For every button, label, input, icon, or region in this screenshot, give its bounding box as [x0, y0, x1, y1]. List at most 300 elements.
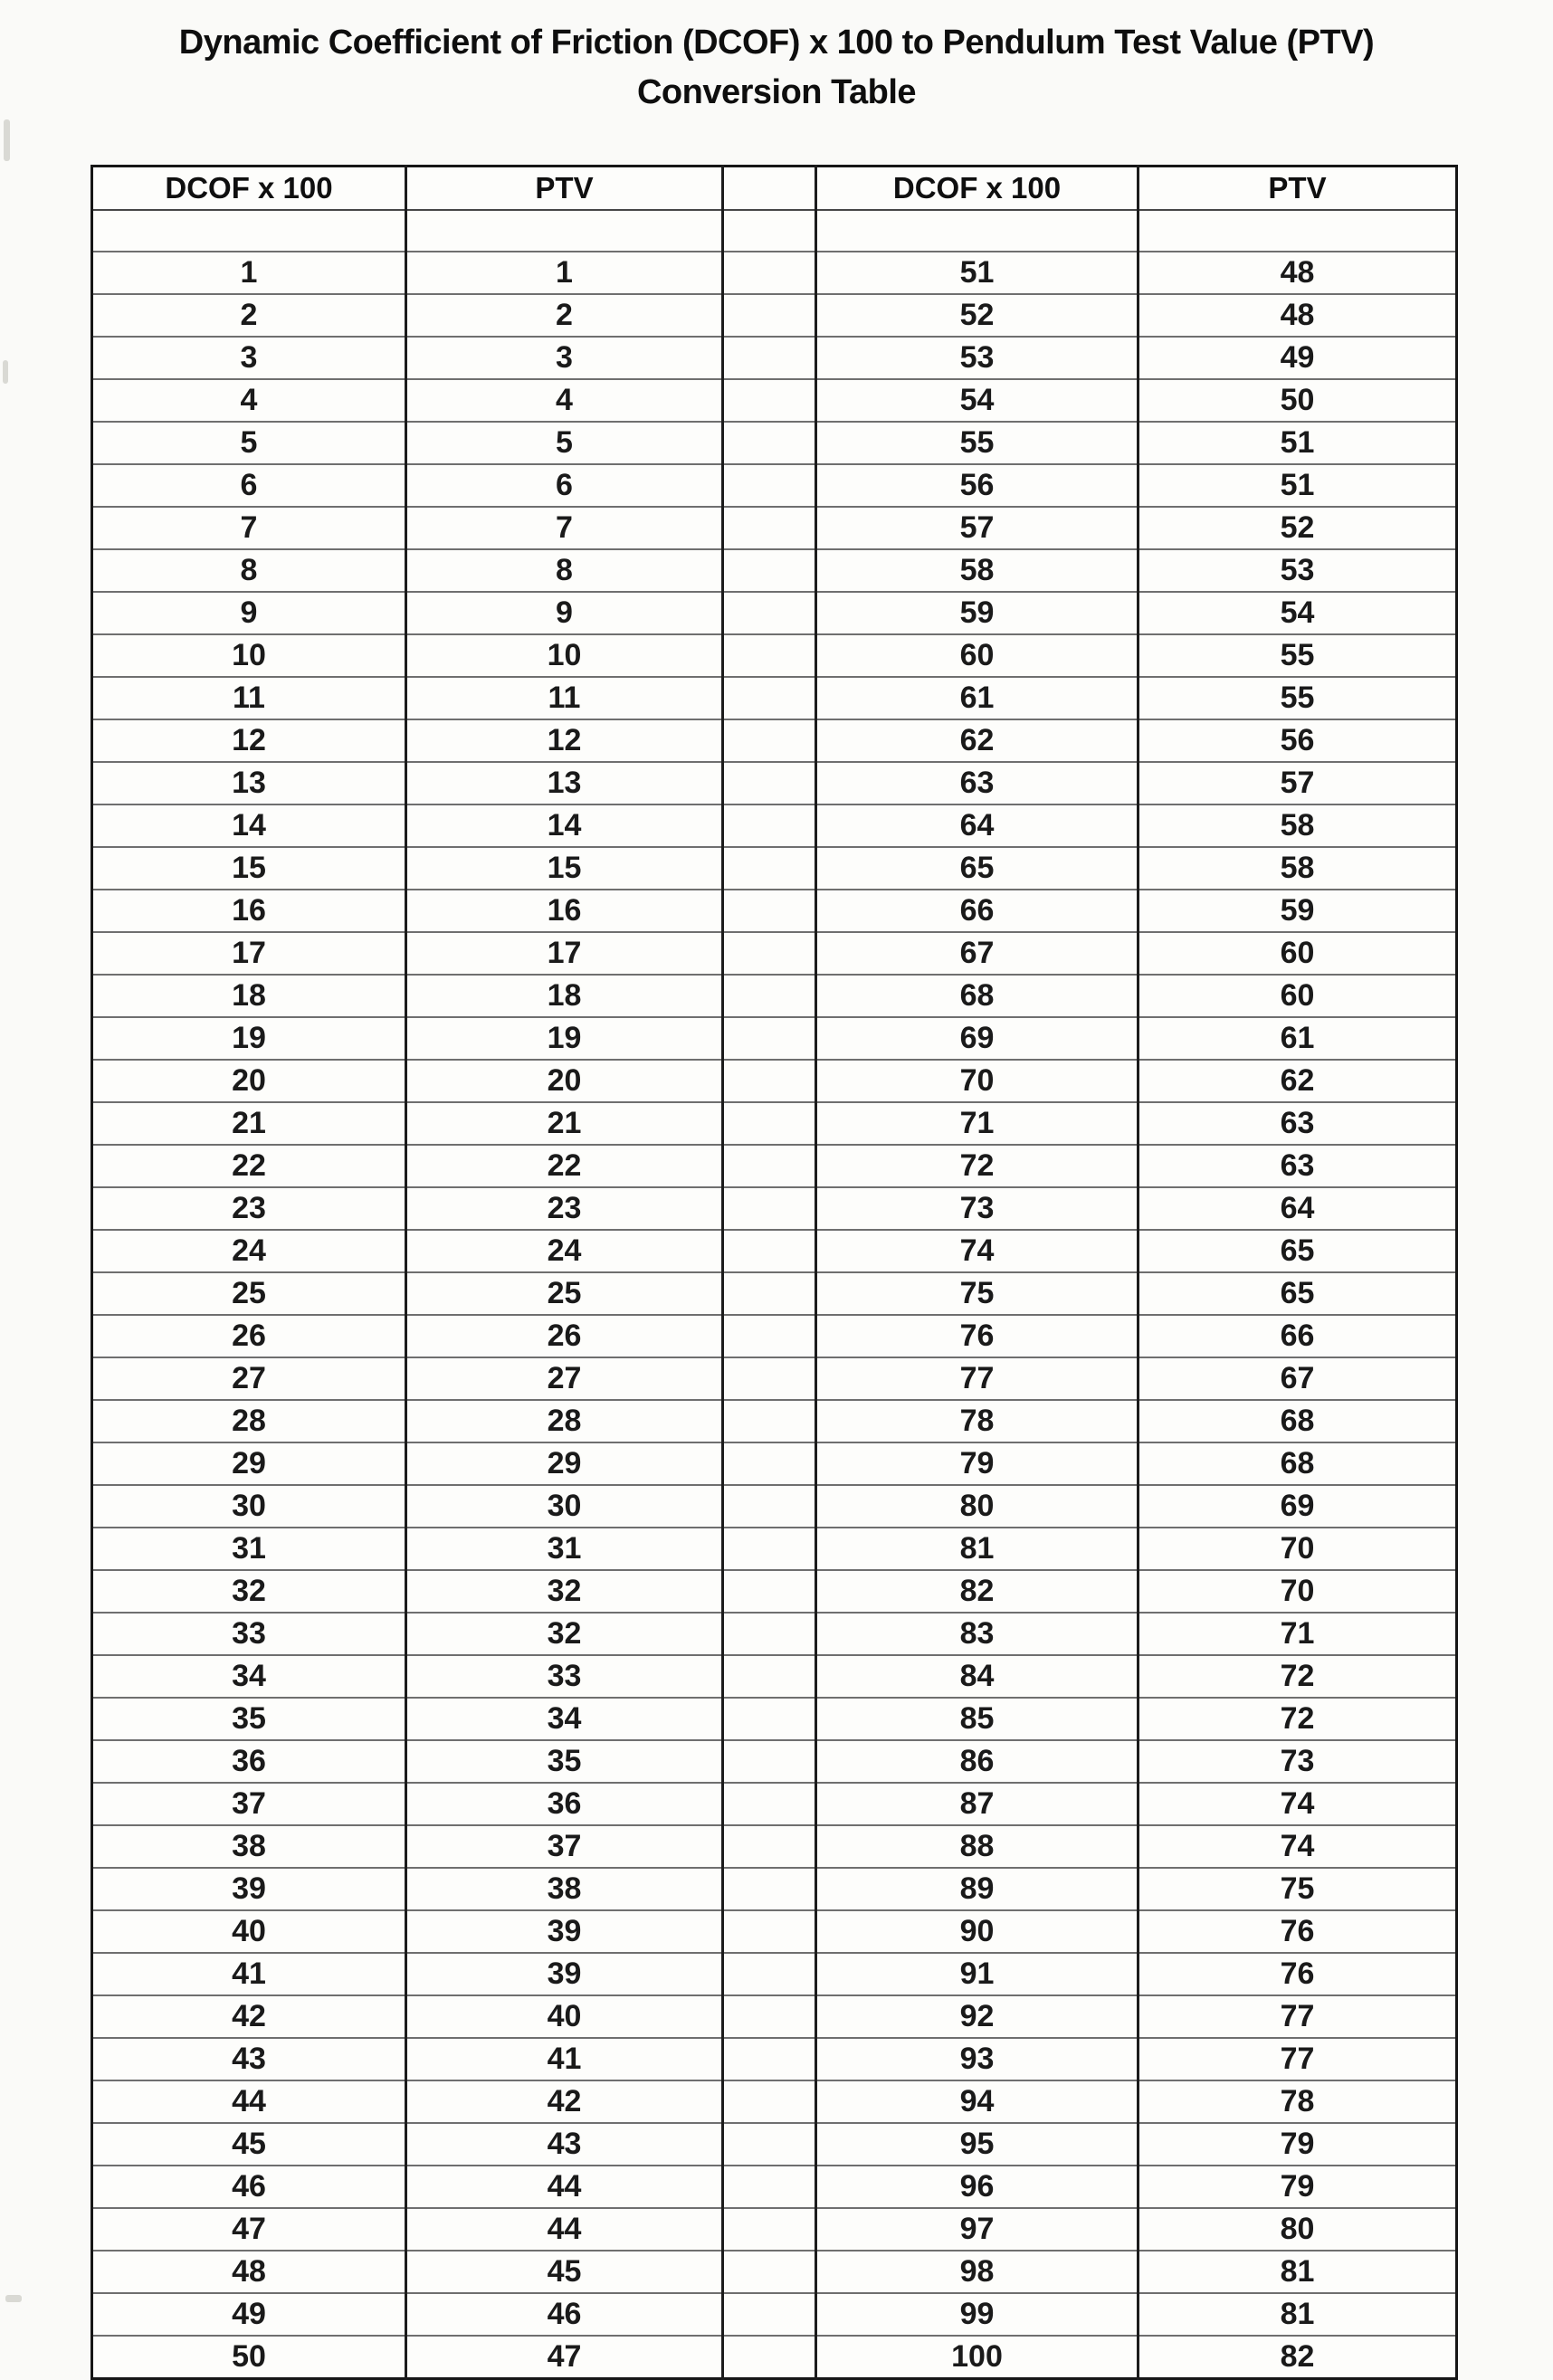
dcof-right-cell: 72 [816, 1145, 1139, 1187]
ptv-right-cell: 48 [1139, 252, 1457, 294]
spacer-cell [723, 1698, 816, 1740]
spacer-cell [723, 1230, 816, 1272]
header-row [92, 167, 1457, 211]
ptv-right-cell: 81 [1139, 2251, 1457, 2293]
table-row [92, 1698, 1457, 1740]
dcof-right-cell: 89 [816, 1868, 1139, 1910]
spacer-cell [723, 337, 816, 379]
ptv-right-cell: 80 [1139, 2208, 1457, 2251]
dcof-right-cell: 66 [816, 890, 1139, 932]
ptv-right-cell: 61 [1139, 1017, 1457, 1060]
table-row [92, 294, 1457, 337]
dcof-left-cell: 2 [92, 294, 406, 337]
ptv-right-cell: 70 [1139, 1528, 1457, 1570]
ptv-right-cell: 65 [1139, 1230, 1457, 1272]
column-header-ptv-left: PTV [406, 167, 723, 211]
spacer-cell [723, 1442, 816, 1485]
spacer-cell [723, 2251, 816, 2293]
ptv-right-cell: 78 [1139, 2080, 1457, 2123]
dcof-left-cell: 39 [92, 1868, 406, 1910]
table-row [92, 1570, 1457, 1613]
dcof-right-cell: 52 [816, 294, 1139, 337]
dcof-left-cell: 34 [92, 1655, 406, 1698]
ptv-right-cell: 69 [1139, 1485, 1457, 1528]
spacer-cell [723, 252, 816, 294]
spacer-cell [723, 507, 816, 549]
dcof-left-cell: 40 [92, 1910, 406, 1953]
dcof-right-cell: 90 [816, 1910, 1139, 1953]
dcof-left-cell: 3 [92, 337, 406, 379]
scan-artifact [3, 360, 8, 384]
ptv-left-cell: 12 [406, 719, 723, 762]
table-row [92, 379, 1457, 422]
table-row [92, 1230, 1457, 1272]
dcof-right-cell: 73 [816, 1187, 1139, 1230]
dcof-right-cell: 84 [816, 1655, 1139, 1698]
ptv-right-cell: 82 [1139, 2336, 1457, 2379]
dcof-left-cell: 37 [92, 1783, 406, 1825]
ptv-right-cell: 64 [1139, 1187, 1457, 1230]
table-row [92, 1995, 1457, 2038]
ptv-left-cell: 43 [406, 2123, 723, 2166]
dcof-left-cell: 45 [92, 2123, 406, 2166]
ptv-left-cell: 35 [406, 1740, 723, 1783]
table-row [92, 1187, 1457, 1230]
scan-artifact [5, 2295, 22, 2302]
ptv-right-cell: 54 [1139, 592, 1457, 634]
spacer-cell [723, 592, 816, 634]
dcof-left-cell: 49 [92, 2293, 406, 2336]
ptv-left-cell: 15 [406, 847, 723, 890]
dcof-left-cell: 26 [92, 1315, 406, 1357]
table-row [92, 2251, 1457, 2293]
ptv-left-cell: 44 [406, 2208, 723, 2251]
dcof-right-cell: 68 [816, 975, 1139, 1017]
dcof-right-cell: 60 [816, 634, 1139, 677]
dcof-right-cell: 74 [816, 1230, 1139, 1272]
page-title [0, 18, 1553, 118]
dcof-left-cell: 48 [92, 2251, 406, 2293]
dcof-right-cell: 59 [816, 592, 1139, 634]
ptv-right-cell: 67 [1139, 1357, 1457, 1400]
dcof-right-cell: 78 [816, 1400, 1139, 1442]
dcof-left-cell: 18 [92, 975, 406, 1017]
table-row [92, 2123, 1457, 2166]
spacer-cell [723, 2166, 816, 2208]
spacer-cell [723, 1400, 816, 1442]
ptv-right-cell: 60 [1139, 975, 1457, 1017]
ptv-right-cell: 65 [1139, 1272, 1457, 1315]
dcof-left-cell: 35 [92, 1698, 406, 1740]
dcof-right-cell: 88 [816, 1825, 1139, 1868]
table-row [92, 762, 1457, 804]
dcof-left-cell: 43 [92, 2038, 406, 2080]
ptv-right-cell: 66 [1139, 1315, 1457, 1357]
dcof-right-cell: 80 [816, 1485, 1139, 1528]
ptv-left-cell: 32 [406, 1570, 723, 1613]
table-row [92, 975, 1457, 1017]
ptv-left-cell: 6 [406, 464, 723, 507]
dcof-right-cell: 83 [816, 1613, 1139, 1655]
dcof-left-cell: 30 [92, 1485, 406, 1528]
ptv-left-cell: 3 [406, 337, 723, 379]
dcof-right-cell: 51 [816, 252, 1139, 294]
dcof-left-cell: 28 [92, 1400, 406, 1442]
ptv-right-cell: 63 [1139, 1145, 1457, 1187]
dcof-right-cell: 75 [816, 1272, 1139, 1315]
dcof-right-cell: 53 [816, 337, 1139, 379]
dcof-left-cell: 47 [92, 2208, 406, 2251]
table-row [92, 1315, 1457, 1357]
ptv-right-cell: 58 [1139, 804, 1457, 847]
dcof-left-cell: 42 [92, 1995, 406, 2038]
table-row [92, 1017, 1457, 1060]
ptv-left-cell: 42 [406, 2080, 723, 2123]
table-row [92, 1357, 1457, 1400]
ptv-left-cell: 19 [406, 1017, 723, 1060]
table-row [92, 847, 1457, 890]
spacer-cell [723, 1102, 816, 1145]
spacer-cell [723, 294, 816, 337]
table-row [92, 2166, 1457, 2208]
table-row [92, 2080, 1457, 2123]
spacer-cell [723, 890, 816, 932]
ptv-right-cell: 74 [1139, 1783, 1457, 1825]
ptv-right-cell: 62 [1139, 1060, 1457, 1102]
dcof-left-cell: 17 [92, 932, 406, 975]
dcof-left-cell: 41 [92, 1953, 406, 1995]
table-row [92, 1400, 1457, 1442]
dcof-right-cell: 79 [816, 1442, 1139, 1485]
dcof-right-cell: 67 [816, 932, 1139, 975]
dcof-right-cell: 69 [816, 1017, 1139, 1060]
dcof-right-cell: 95 [816, 2123, 1139, 2166]
spacer-cell [723, 1740, 816, 1783]
dcof-right-cell: 77 [816, 1357, 1139, 1400]
spacer-cell [723, 634, 816, 677]
spacer-cell [723, 1017, 816, 1060]
dcof-left-cell: 8 [92, 549, 406, 592]
dcof-right-cell: 58 [816, 549, 1139, 592]
table-row [92, 1613, 1457, 1655]
dcof-left-cell: 4 [92, 379, 406, 422]
ptv-left-cell: 18 [406, 975, 723, 1017]
dcof-right-cell: 81 [816, 1528, 1139, 1570]
table-row [92, 1655, 1457, 1698]
ptv-right-cell: 49 [1139, 337, 1457, 379]
dcof-left-cell: 6 [92, 464, 406, 507]
ptv-left-cell: 45 [406, 2251, 723, 2293]
ptv-left-cell: 25 [406, 1272, 723, 1315]
dcof-left-cell: 50 [92, 2336, 406, 2379]
table-row [92, 1145, 1457, 1187]
dcof-left-cell: 12 [92, 719, 406, 762]
column-header-spacer [723, 167, 816, 211]
ptv-right-cell: 52 [1139, 507, 1457, 549]
dcof-left-cell: 46 [92, 2166, 406, 2208]
dcof-right-cell: 65 [816, 847, 1139, 890]
dcof-left-cell: 27 [92, 1357, 406, 1400]
page-title-line1: Dynamic Coefficient of Friction (DCOF) x 100 to Pendulum Test Value (PTV) [178, 24, 1375, 62]
ptv-left-cell: 33 [406, 1655, 723, 1698]
spacer-cell [723, 1868, 816, 1910]
dcof-right-cell: 76 [816, 1315, 1139, 1357]
ptv-left-cell: 39 [406, 1910, 723, 1953]
spacer-cell [723, 1995, 816, 2038]
ptv-left-cell: 9 [406, 592, 723, 634]
dcof-left-cell: 11 [92, 677, 406, 719]
ptv-left-cell: 34 [406, 1698, 723, 1740]
ptv-right-cell: 48 [1139, 294, 1457, 337]
spacer-cell [723, 1783, 816, 1825]
spacer-cell [723, 1272, 816, 1315]
ptv-left-cell: 11 [406, 677, 723, 719]
ptv-right-cell: 68 [1139, 1442, 1457, 1485]
dcof-left-cell: 10 [92, 634, 406, 677]
ptv-right-cell: 70 [1139, 1570, 1457, 1613]
ptv-left-cell: 1 [406, 252, 723, 294]
dcof-left-cell: 20 [92, 1060, 406, 1102]
dcof-right-cell: 71 [816, 1102, 1139, 1145]
dcof-right-cell: 62 [816, 719, 1139, 762]
ptv-left-cell: 32 [406, 1613, 723, 1655]
spacer-cell [723, 422, 816, 464]
ptv-right-cell: 60 [1139, 932, 1457, 975]
ptv-left-cell: 30 [406, 1485, 723, 1528]
ptv-right-cell: 58 [1139, 847, 1457, 890]
ptv-right-cell: 51 [1139, 464, 1457, 507]
ptv-right-cell: 59 [1139, 890, 1457, 932]
dcof-right-cell: 64 [816, 804, 1139, 847]
ptv-left-cell: 8 [406, 549, 723, 592]
ptv-left-cell: 4 [406, 379, 723, 422]
dcof-right-cell: 70 [816, 1060, 1139, 1102]
dcof-left-cell: 31 [92, 1528, 406, 1570]
dcof-left-cell: 14 [92, 804, 406, 847]
ptv-right-cell: 81 [1139, 2293, 1457, 2336]
table-row [92, 422, 1457, 464]
ptv-left-cell: 24 [406, 1230, 723, 1272]
ptv-right-cell: 55 [1139, 634, 1457, 677]
ptv-right-cell: 77 [1139, 2038, 1457, 2080]
ptv-left-cell: 14 [406, 804, 723, 847]
table-row [92, 1783, 1457, 1825]
spacer-cell [723, 1485, 816, 1528]
ptv-left-cell: 41 [406, 2038, 723, 2080]
ptv-left-cell: 31 [406, 1528, 723, 1570]
ptv-right-cell: 76 [1139, 1953, 1457, 1995]
ptv-right-cell: 56 [1139, 719, 1457, 762]
table-row [92, 1953, 1457, 1995]
ptv-left-cell: 38 [406, 1868, 723, 1910]
spacer-cell [723, 847, 816, 890]
dcof-right-cell: 57 [816, 507, 1139, 549]
spacer-cell [723, 1910, 816, 1953]
dcof-right-cell: 55 [816, 422, 1139, 464]
ptv-left-cell: 27 [406, 1357, 723, 1400]
table-row [92, 252, 1457, 294]
column-header-dcof-left: DCOF x 100 [165, 171, 333, 205]
dcof-right-cell: 93 [816, 2038, 1139, 2080]
spacer-cell [723, 1060, 816, 1102]
table-row [92, 2038, 1457, 2080]
page-title-line2: Conversion Table [636, 73, 917, 111]
ptv-left-cell: 39 [406, 1953, 723, 1995]
spacer-cell [723, 975, 816, 1017]
dcof-right-cell: 54 [816, 379, 1139, 422]
spacer-cell [723, 1613, 816, 1655]
ptv-left-cell: 36 [406, 1783, 723, 1825]
table-row [92, 1825, 1457, 1868]
ptv-left-cell: 17 [406, 932, 723, 975]
ptv-left-cell: 44 [406, 2166, 723, 2208]
ptv-left-cell: 37 [406, 1825, 723, 1868]
ptv-right-cell: 71 [1139, 1613, 1457, 1655]
table-row [92, 2293, 1457, 2336]
scan-artifact [4, 119, 10, 161]
dcof-left-cell: 5 [92, 422, 406, 464]
dcof-left-cell: 19 [92, 1017, 406, 1060]
dcof-left-cell: 24 [92, 1230, 406, 1272]
dcof-right-cell: 61 [816, 677, 1139, 719]
blank-spacer-row [92, 210, 1457, 252]
spacer-cell [723, 1357, 816, 1400]
table-row [92, 932, 1457, 975]
ptv-right-cell: 77 [1139, 1995, 1457, 2038]
dcof-left-cell: 33 [92, 1613, 406, 1655]
spacer-cell [723, 1825, 816, 1868]
dcof-right-cell: 99 [816, 2293, 1139, 2336]
ptv-left-cell: 40 [406, 1995, 723, 2038]
dcof-right-cell: 63 [816, 762, 1139, 804]
ptv-right-cell: 75 [1139, 1868, 1457, 1910]
ptv-left-cell: 13 [406, 762, 723, 804]
spacer-cell [723, 2336, 816, 2379]
dcof-left-cell: 13 [92, 762, 406, 804]
ptv-right-cell: 55 [1139, 677, 1457, 719]
dcof-left-cell: 9 [92, 592, 406, 634]
dcof-right-cell: 91 [816, 1953, 1139, 1995]
spacer-cell [723, 2080, 816, 2123]
dcof-right-cell: 82 [816, 1570, 1139, 1613]
ptv-right-cell: 63 [1139, 1102, 1457, 1145]
ptv-right-cell: 79 [1139, 2166, 1457, 2208]
spacer-cell [723, 1655, 816, 1698]
ptv-left-cell: 26 [406, 1315, 723, 1357]
ptv-right-cell: 79 [1139, 2123, 1457, 2166]
ptv-right-cell: 50 [1139, 379, 1457, 422]
dcof-right-cell: 87 [816, 1783, 1139, 1825]
spacer-cell [723, 464, 816, 507]
spacer-cell [723, 379, 816, 422]
spacer-cell [723, 2208, 816, 2251]
dcof-right-cell: 92 [816, 1995, 1139, 2038]
dcof-right-cell: 98 [816, 2251, 1139, 2293]
spacer-cell [723, 719, 816, 762]
dcof-right-cell: 56 [816, 464, 1139, 507]
table-row [92, 1868, 1457, 1910]
table-row [92, 804, 1457, 847]
ptv-left-cell: 29 [406, 1442, 723, 1485]
dcof-left-cell: 38 [92, 1825, 406, 1868]
ptv-left-cell: 47 [406, 2336, 723, 2379]
ptv-right-cell: 57 [1139, 762, 1457, 804]
dcof-left-cell: 16 [92, 890, 406, 932]
dcof-right-cell: 96 [816, 2166, 1139, 2208]
ptv-left-cell: 21 [406, 1102, 723, 1145]
dcof-right-cell: 86 [816, 1740, 1139, 1783]
dcof-left-cell: 36 [92, 1740, 406, 1783]
ptv-right-cell: 68 [1139, 1400, 1457, 1442]
spacer-cell [723, 2123, 816, 2166]
dcof-right-cell: 100 [816, 2336, 1139, 2379]
table-row [92, 890, 1457, 932]
ptv-left-cell: 7 [406, 507, 723, 549]
spacer-cell [723, 677, 816, 719]
dcof-right-cell: 97 [816, 2208, 1139, 2251]
conversion-table-body [92, 252, 1457, 2379]
dcof-left-cell: 7 [92, 507, 406, 549]
table-row [92, 1485, 1457, 1528]
ptv-left-cell: 5 [406, 422, 723, 464]
dcof-left-cell: 1 [92, 252, 406, 294]
column-header-ptv-right: PTV [1139, 167, 1457, 211]
spacer-cell [723, 762, 816, 804]
table-row [92, 1102, 1457, 1145]
table-row [92, 337, 1457, 379]
spacer-cell [723, 804, 816, 847]
ptv-right-cell: 72 [1139, 1698, 1457, 1740]
dcof-left-cell: 29 [92, 1442, 406, 1485]
ptv-left-cell: 20 [406, 1060, 723, 1102]
table-row [92, 634, 1457, 677]
column-header-dcof-right: DCOF x 100 [816, 167, 1139, 211]
table-row [92, 2336, 1457, 2379]
spacer-cell [723, 1145, 816, 1187]
table-row [92, 677, 1457, 719]
spacer-cell [723, 1315, 816, 1357]
ptv-right-cell: 72 [1139, 1655, 1457, 1698]
ptv-right-cell: 76 [1139, 1910, 1457, 1953]
table-row [92, 1272, 1457, 1315]
spacer-cell [723, 549, 816, 592]
dcof-left-cell: 22 [92, 1145, 406, 1187]
dcof-left-cell: 25 [92, 1272, 406, 1315]
ptv-left-cell: 2 [406, 294, 723, 337]
conversion-table [91, 165, 1458, 2380]
ptv-left-cell: 10 [406, 634, 723, 677]
ptv-left-cell: 28 [406, 1400, 723, 1442]
table-row [92, 1060, 1457, 1102]
spacer-cell [723, 2293, 816, 2336]
dcof-left-cell: 21 [92, 1102, 406, 1145]
spacer-cell [723, 932, 816, 975]
table-row [92, 1442, 1457, 1485]
spacer-cell [723, 2038, 816, 2080]
ptv-right-cell: 73 [1139, 1740, 1457, 1783]
ptv-left-cell: 22 [406, 1145, 723, 1187]
ptv-left-cell: 16 [406, 890, 723, 932]
ptv-right-cell: 51 [1139, 422, 1457, 464]
table-row [92, 1528, 1457, 1570]
table-row [92, 719, 1457, 762]
ptv-right-cell: 74 [1139, 1825, 1457, 1868]
dcof-right-cell: 94 [816, 2080, 1139, 2123]
table-row [92, 592, 1457, 634]
dcof-left-cell: 32 [92, 1570, 406, 1613]
dcof-right-cell: 85 [816, 1698, 1139, 1740]
ptv-left-cell: 46 [406, 2293, 723, 2336]
